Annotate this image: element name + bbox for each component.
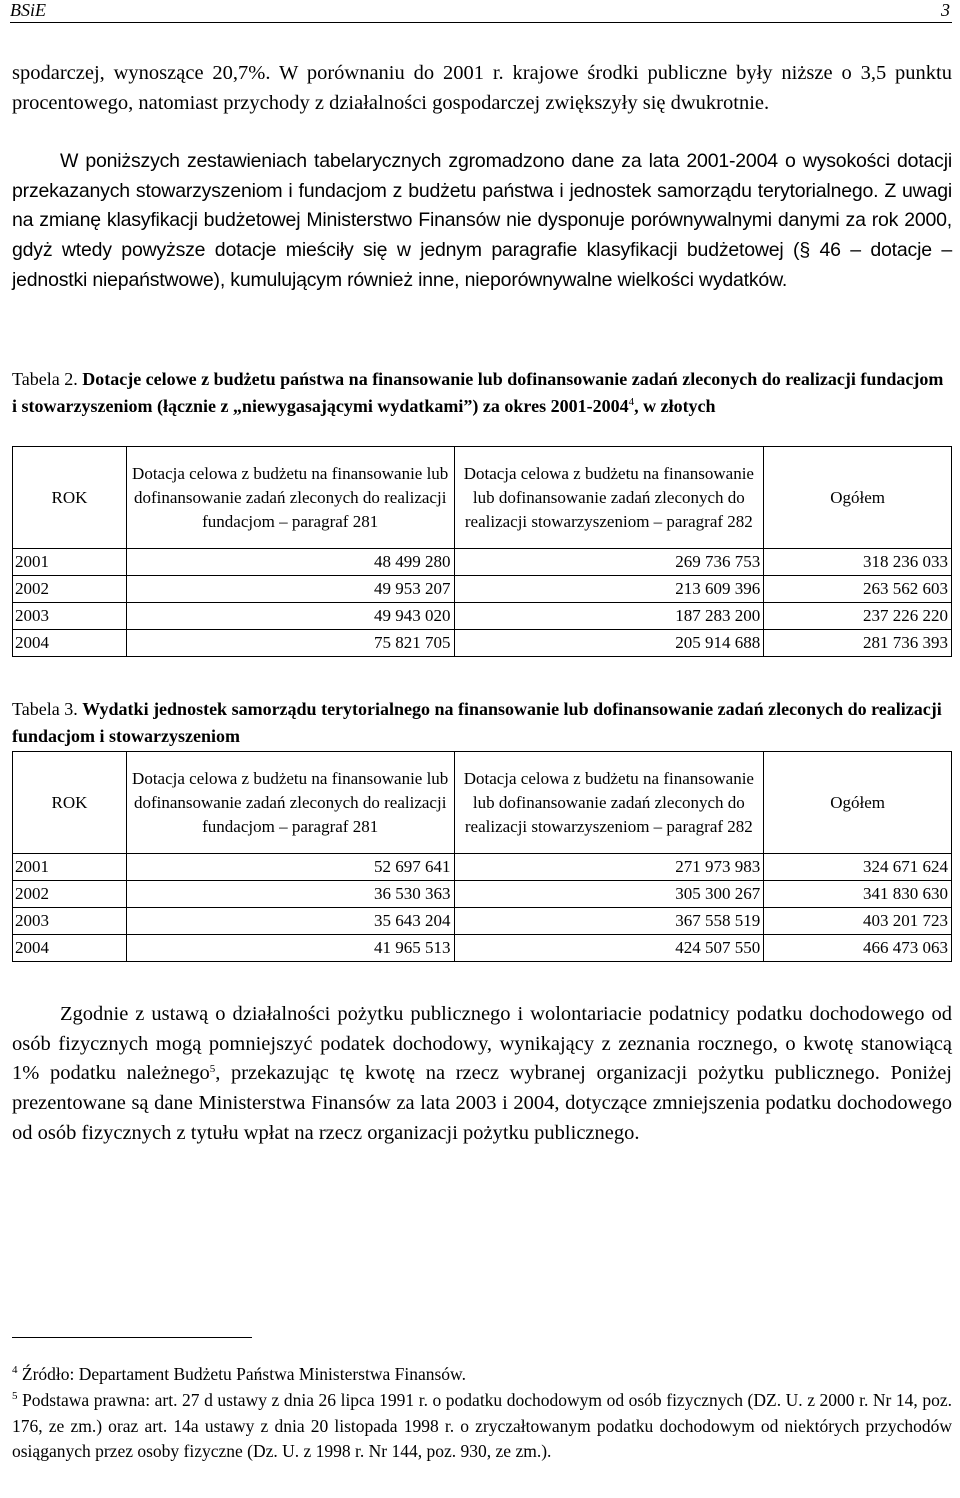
value-cell: 213 609 396: [454, 576, 764, 603]
value-cell: 52 697 641: [126, 854, 454, 881]
value-cell: 271 973 983: [454, 854, 764, 881]
value-cell: 35 643 204: [126, 908, 454, 935]
table-row: [13, 630, 952, 657]
paragraph-intro: spodarczej, wynoszące 20,7%. W porównaniu do 2001 r. krajowe środki publiczne były niższe o 3,5 punktu procentowego, natomiast przychody z działalności gospodarczej zwiększyły się dwukrotnie.: [12, 62, 952, 114]
table3-header-col2: Dotacja celowa z budżetu na finansowanie lub dofinansowanie zadań zleconych do realizacji stowarzyszeniom – paragraf 282: [454, 752, 764, 854]
value-cell: 367 558 519: [454, 908, 764, 935]
value-cell: 187 283 200: [454, 603, 764, 630]
table2-label: Tabela 2.: [12, 369, 78, 389]
year-cell: 2002: [13, 881, 127, 908]
table3-header-rok: ROK: [13, 752, 127, 854]
paragraph-tax-deduction-part1: Zgodnie z ustawą o działalności pożytku publicznego i wolontariacie podatnicy podatku dochodowego od osób fizycznych mogą pomniejszyć podatek dochodowy, wynikający z zeznania rocznego, o kwotę stanowiącą 1% podatku należnego: [12, 1003, 952, 1085]
value-cell: 205 914 688: [454, 630, 764, 657]
footnote-5: [12, 1388, 952, 1465]
value-cell: 305 300 267: [454, 881, 764, 908]
footnote-5-text: Podstawa prawna: art. 27 d ustawy z dnia 26 lipca 1991 r. o podatku dochodowym od osób fizycznych (DZ. U. z 2000 r. Nr 14, poz. 176, ze zm.) oraz art. 14a ustawy z dnia 20 listopada 1998 r. o zryczałtowanym podatku dochodowym od niektórych przychodów osiąganych przez osoby fizyczne (Dz. U. z 1998 r. Nr 144, poz. 930, ze zm.).: [12, 1390, 952, 1461]
table3-title: Wydatki jednostek samorządu terytorialnego na finansowanie lub dofinansowanie zadań zleconych do realizacji fundacjom i stowarzyszeniom: [12, 699, 942, 746]
table2-header-col1: Dotacja celowa z budżetu na finansowanie lub dofinansowanie zadań zleconych do realizacji fundacjom – paragraf 281: [126, 447, 454, 549]
year-cell: 2001: [13, 549, 127, 576]
table-row: [13, 549, 952, 576]
total-cell: 281 736 393: [764, 630, 952, 657]
year-cell: 2001: [13, 854, 127, 881]
footnote-5-number: 5: [12, 1390, 18, 1402]
header-rule: [10, 22, 952, 23]
value-cell: 424 507 550: [454, 935, 764, 962]
value-cell: 48 499 280: [126, 549, 454, 576]
total-cell: 263 562 603: [764, 576, 952, 603]
paragraph-tax-deduction: [12, 1000, 952, 1149]
table3-header-col3: Ogółem: [764, 752, 952, 854]
footnote-ref-4: 4: [628, 395, 635, 408]
table2-header-rok: ROK: [13, 447, 127, 549]
header-page-number: 3: [941, 0, 950, 20]
table3-label: Tabela 3.: [12, 699, 78, 719]
table3-header-row: [13, 752, 952, 854]
table-row: [13, 603, 952, 630]
year-cell: 2004: [13, 630, 127, 657]
table2-title-end: , w złotych: [634, 395, 716, 416]
year-cell: 2003: [13, 908, 127, 935]
year-cell: 2003: [13, 603, 127, 630]
total-cell: 341 830 630: [764, 881, 952, 908]
total-cell: 324 671 624: [764, 854, 952, 881]
table-row: [13, 881, 952, 908]
total-cell: 318 236 033: [764, 549, 952, 576]
footnote-ref-5: 5: [209, 1063, 216, 1076]
footnote-4: [12, 1362, 952, 1388]
total-cell: 403 201 723: [764, 908, 952, 935]
table2-header-row: [13, 447, 952, 549]
table2-title: Dotacje celowe z budżetu państwa na finansowanie lub dofinansowanie zadań zleconych do realizacji fundacjom i stowarzyszeniom (łącznie z „niewygasającymi wydatkami”) za okres 2001-2004: [12, 369, 944, 416]
table2: [12, 446, 952, 657]
value-cell: 75 821 705: [126, 630, 454, 657]
table3-header-col1: Dotacja celowa z budżetu na finansowanie lub dofinansowanie zadań zleconych do realizacji fundacjom – paragraf 281: [126, 752, 454, 854]
footnote-separator: [12, 1337, 252, 1338]
table-row: [13, 935, 952, 962]
table2-caption: [12, 366, 952, 419]
value-cell: 49 953 207: [126, 576, 454, 603]
year-cell: 2002: [13, 576, 127, 603]
table3: [12, 751, 952, 962]
value-cell: 269 736 753: [454, 549, 764, 576]
total-cell: 466 473 063: [764, 935, 952, 962]
value-cell: 36 530 363: [126, 881, 454, 908]
table3-caption: [12, 696, 952, 749]
value-cell: 41 965 513: [126, 935, 454, 962]
table-row: [13, 576, 952, 603]
total-cell: 237 226 220: [764, 603, 952, 630]
footnote-4-number: 4: [12, 1364, 18, 1376]
paragraph-tables-description: W poniższych zestawieniach tabelarycznych zgromadzono dane za lata 2001-2004 o wysokości dotacji przekazanych stowarzyszeniom i fundacjom z budżetu państwa i jednostek samorządu terytorialnego. Z uwagi na zmianę klasyfikacji budżetowej Ministerstwo Finansów nie dysponuje porównywalnymi danymi za rok 2000, gdyż wtedy powyższe dotacje mieściły się w jednym paragrafie klasyfikacji budżetowej (§ 46 – dotacje – jednostki niepaństwowe), kumulującym również inne, nieporównywalne wielkości wydatków.: [12, 150, 952, 291]
running-header: [0, 0, 960, 28]
table-row: [13, 908, 952, 935]
year-cell: 2004: [13, 935, 127, 962]
paragraph-tax-deduction-part2: , przekazując tę kwotę na rzecz wybranej organizacji pożytku publicznego. Poniżej prezentowane są dane Ministerstwa Finansów za lata 2003 i 2004, dotyczące zmniejszenia podatku dochodowego od osób fizycznych z tytułu wpłat na rzecz organizacji pożytku publicznego.: [12, 1062, 953, 1144]
table2-header-col2: Dotacja celowa z budżetu na finansowanie lub dofinansowanie zadań zleconych do realizacji stowarzyszeniom – paragraf 282: [454, 447, 764, 549]
value-cell: 49 943 020: [126, 603, 454, 630]
footnote-4-text: Źródło: Departament Budżetu Państwa Ministerstwa Finansów.: [21, 1364, 466, 1384]
header-journal-name: BSiE: [10, 0, 46, 20]
table2-header-col3: Ogółem: [764, 447, 952, 549]
table-row: [13, 854, 952, 881]
